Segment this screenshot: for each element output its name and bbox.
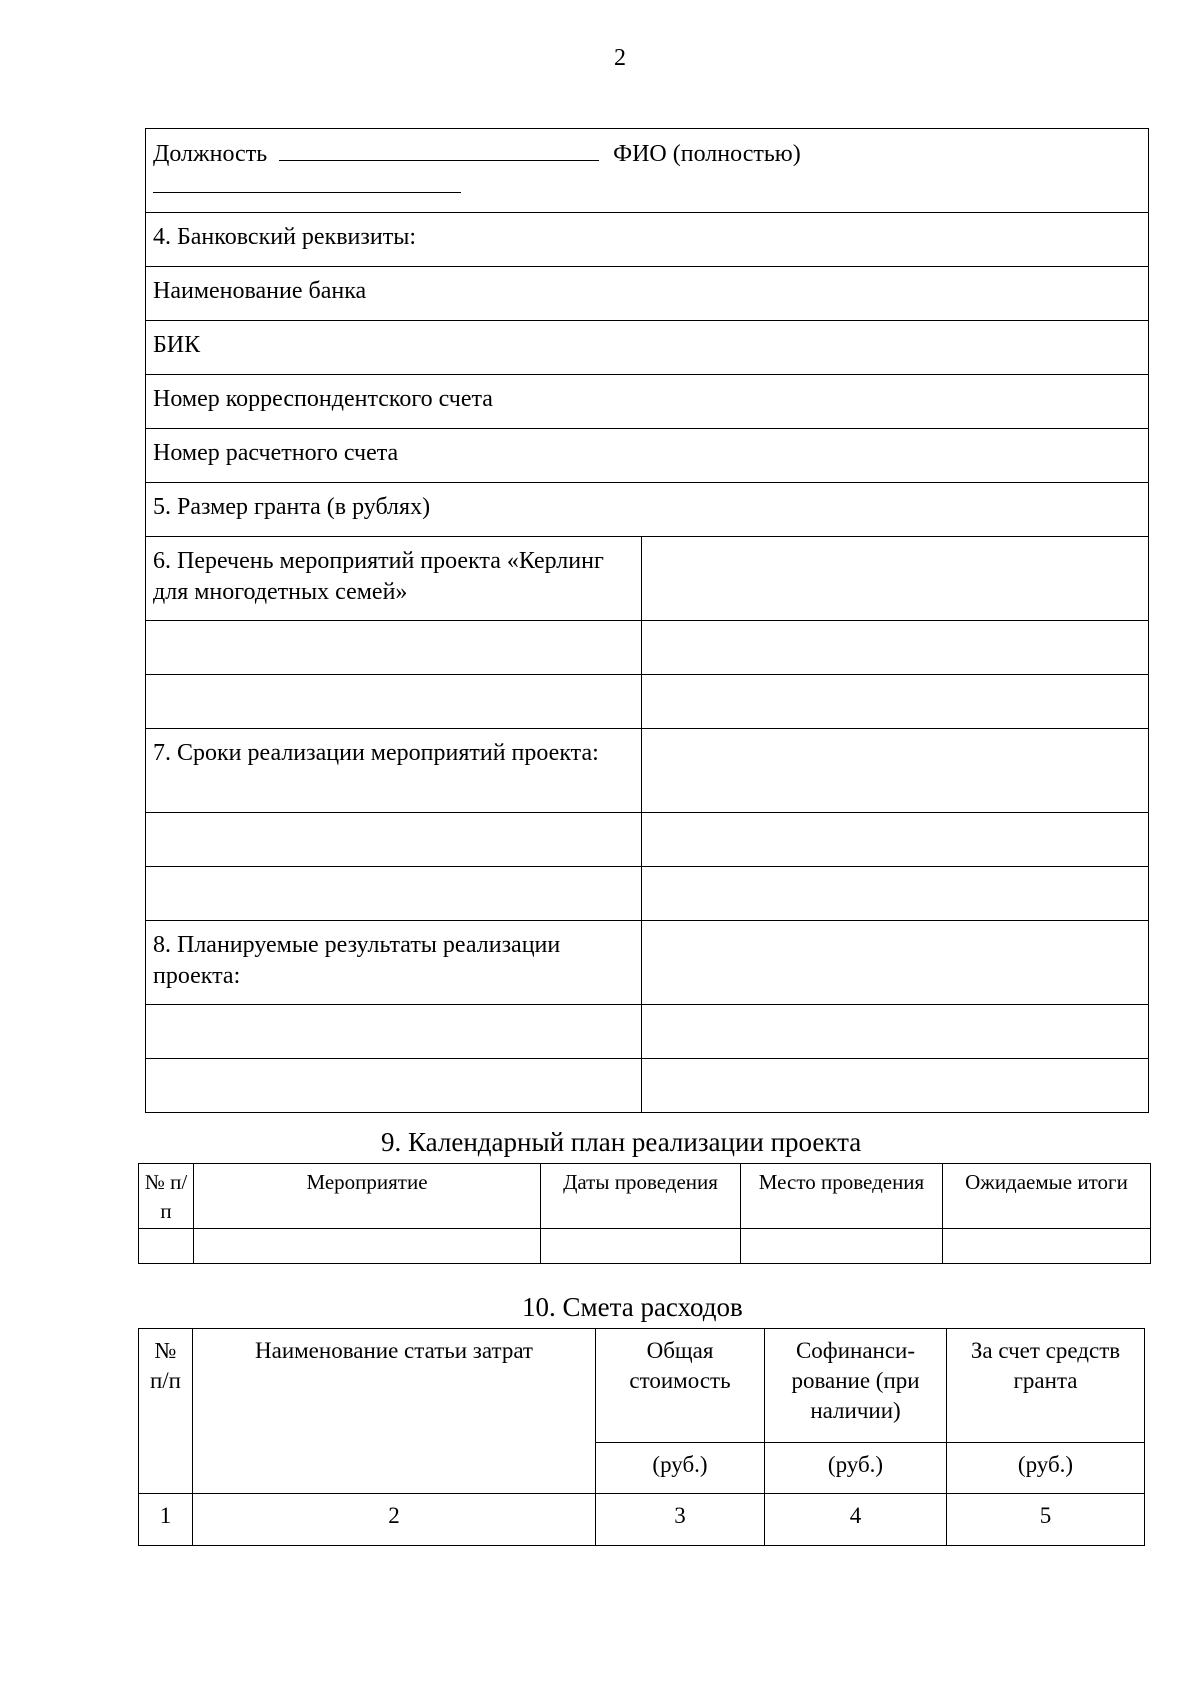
blank-cell xyxy=(642,867,1149,921)
budget-unit-cofinancing: (руб.) xyxy=(765,1442,947,1494)
blank-cell xyxy=(146,1059,642,1113)
activities-value-cell xyxy=(642,537,1149,621)
bank-details-heading: 4. Банковский реквизиты: xyxy=(146,213,1149,267)
plan-empty-row xyxy=(139,1229,1151,1264)
corr-account-label: Номер корреспондентского счета xyxy=(146,375,1149,429)
terms-value-cell xyxy=(642,729,1149,813)
budget-table xyxy=(138,1328,1145,1546)
blank-cell xyxy=(642,675,1149,729)
terms-row xyxy=(146,729,1149,813)
budget-header-total: Общая стоимость xyxy=(596,1329,765,1443)
blank-cell xyxy=(741,1229,943,1264)
blank-row xyxy=(146,1059,1149,1113)
section-row xyxy=(146,375,1149,429)
grant-amount-label: 5. Размер гранта (в рублях) xyxy=(146,483,1149,537)
blank-cell xyxy=(139,1442,193,1494)
column-number: 5 xyxy=(947,1494,1145,1546)
blank-row xyxy=(146,1005,1149,1059)
budget-header-grant: За счет средств гранта xyxy=(947,1329,1145,1443)
blank-cell xyxy=(146,675,642,729)
blank-row xyxy=(146,813,1149,867)
application-form-table xyxy=(145,128,1149,1113)
results-row xyxy=(146,921,1149,1005)
budget-header-num: № п/п xyxy=(139,1329,193,1443)
plan-header-place: Место проведения xyxy=(741,1164,943,1229)
blank-cell xyxy=(642,621,1149,675)
bik-label: БИК xyxy=(146,321,1149,375)
budget-header-item: Наименование статьи затрат xyxy=(193,1329,596,1494)
results-value-cell xyxy=(642,921,1149,1005)
blank-cell xyxy=(146,867,642,921)
blank-cell xyxy=(146,1005,642,1059)
budget-header-row xyxy=(139,1329,1145,1443)
section-row xyxy=(146,267,1149,321)
blank-cell xyxy=(642,1059,1149,1113)
blank-cell xyxy=(139,1229,194,1264)
applicant-row xyxy=(146,129,1149,213)
blank-row xyxy=(146,867,1149,921)
section-row xyxy=(146,429,1149,483)
calendar-plan-table xyxy=(138,1163,1151,1264)
activities-label: 6. Перечень мероприятий проекта «Керлинг для многодетных семей» xyxy=(146,537,642,621)
column-number: 1 xyxy=(139,1494,193,1546)
fio-blank-line xyxy=(153,170,461,193)
blank-row xyxy=(146,675,1149,729)
blank-cell xyxy=(146,813,642,867)
budget-header-cofinancing: Софинанси-рование (при наличии) xyxy=(765,1329,947,1443)
plan-header-dates: Даты проведения xyxy=(541,1164,741,1229)
page-number: 2 xyxy=(614,45,626,71)
applicant-cell xyxy=(146,129,1149,213)
activities-row xyxy=(146,537,1149,621)
column-number: 4 xyxy=(765,1494,947,1546)
section-row xyxy=(146,213,1149,267)
budget-unit-total: (руб.) xyxy=(596,1442,765,1494)
terms-label: 7. Сроки реализации мероприятий проекта: xyxy=(146,729,642,813)
blank-cell xyxy=(642,1005,1149,1059)
blank-cell xyxy=(642,813,1149,867)
position-blank-line xyxy=(279,138,599,161)
budget-title: 10. Смета расходов xyxy=(522,1292,743,1322)
section-row xyxy=(146,483,1149,537)
settlement-account-label: Номер расчетного счета xyxy=(146,429,1149,483)
blank-row xyxy=(146,621,1149,675)
fio-label: ФИО (полностью) xyxy=(613,141,801,167)
bank-name-label: Наименование банка xyxy=(146,267,1149,321)
blank-cell xyxy=(194,1229,541,1264)
results-label: 8. Планируемые результаты реализации проекта: xyxy=(146,921,642,1005)
plan-header-row xyxy=(139,1164,1151,1229)
position-label: Должность xyxy=(153,141,268,167)
plan-header-results: Ожидаемые итоги xyxy=(943,1164,1151,1229)
budget-unit-grant: (руб.) xyxy=(947,1442,1145,1494)
plan-title: 9. Календарный план реализации проекта xyxy=(381,1127,862,1157)
column-number: 2 xyxy=(193,1494,596,1546)
budget-column-numbers-row xyxy=(139,1494,1145,1546)
blank-cell xyxy=(541,1229,741,1264)
section-row xyxy=(146,321,1149,375)
blank-cell xyxy=(146,621,642,675)
plan-header-event: Мероприятие xyxy=(194,1164,541,1229)
plan-header-num: № п/п xyxy=(139,1164,194,1229)
column-number: 3 xyxy=(596,1494,765,1546)
blank-cell xyxy=(943,1229,1151,1264)
